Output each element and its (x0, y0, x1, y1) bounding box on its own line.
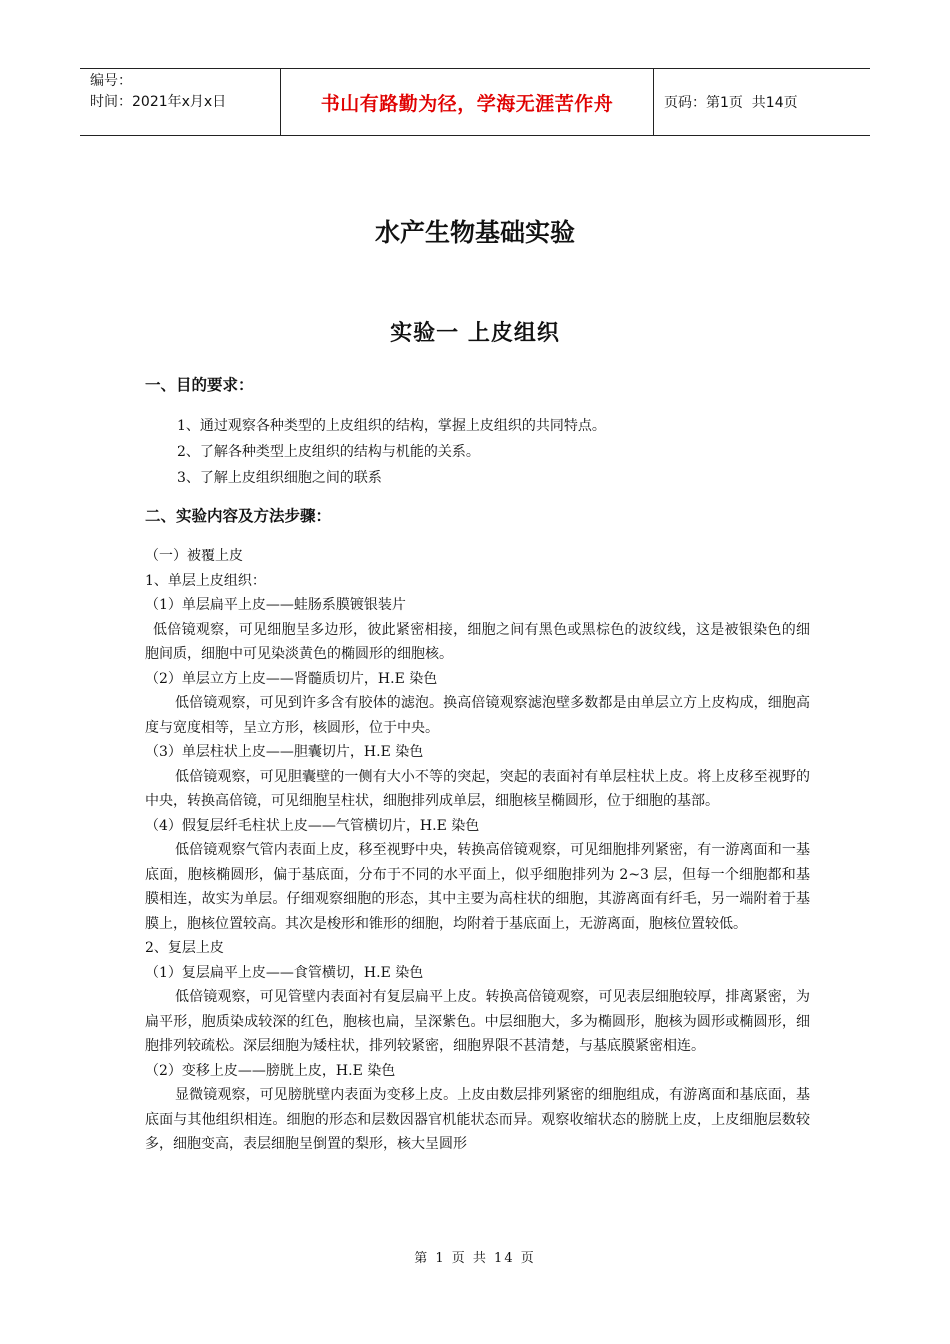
item-heading: （3）单层柱状上皮——胆囊切片，H.E 染色 (145, 744, 424, 760)
paragraph: 低倍镜观察，可见细胞呈多边形，彼此紧密相接，细胞之间有黑色或黑棕色的波纹线，这是被银染色的细胞间质，细胞中可见染淡黄色的椭圆形的细胞核。 (145, 621, 810, 662)
document-time: 时间：2021年x月x日 (90, 94, 227, 110)
part-heading: （一）被覆上皮 (145, 548, 243, 564)
page-info-text: 页码：第1页 共14页 (664, 95, 798, 111)
experiment-title: 实验一 上皮组织 (390, 321, 560, 346)
page-footer: 第 1 页 共 14 页 (414, 1251, 536, 1266)
page-header (80, 68, 870, 136)
item-heading: （4）假复层纤毛柱状上皮——气管横切片，H.E 染色 (145, 817, 480, 834)
paragraph: 低倍镜观察，可见管壁内表面衬有复层扁平上皮。转换高倍镜观察，可见表层细胞较厚，排离紧密，为扁平形，胞质染成较深的红色，胞核也扁，呈深紫色。中层细胞大，多为椭圆形，胞核为圆形或椭圆形，细胞排列较疏松。深层细胞为矮柱状，排列较紧密，细胞界限不甚清楚，与基底膜紧密相连。 (145, 989, 810, 1054)
document-title: 水产生物基础实验 (374, 218, 575, 247)
item-heading: （1）复层扁平上皮——食管横切，H.E 染色 (145, 964, 424, 981)
aim-item: 3、了解上皮组织细胞之间的联系 (177, 470, 382, 486)
header-motto: 书山有路勤为径，学海无涯苦作舟 (281, 69, 654, 135)
item-heading: （2）单层立方上皮——肾髓质切片，H.E 染色 (145, 670, 438, 687)
header-page-info (654, 69, 870, 135)
item-heading: （2）变移上皮——膀胱上皮，H.E 染色 (145, 1062, 396, 1079)
item-heading: （1）单层扁平上皮——蛙肠系膜镀银装片 (145, 597, 406, 613)
header-meta (80, 69, 281, 135)
paragraph: 低倍镜观察，可见到许多含有胶体的滤泡。换高倍镜观察滤泡壁多数都是由单层立方上皮构成，细胞高度与宽度相等，呈立方形，核圆形，位于中央。 (145, 695, 810, 736)
document-id-label: 编号： (90, 73, 132, 89)
aim-item: 1、通过观察各种类型的上皮组织的结构，掌握上皮组织的共同特点。 (177, 418, 606, 434)
section-heading-methods: 二、实验内容及方法步骤： (145, 507, 332, 525)
paragraph: 显微镜观察，可见膀胱壁内表面为变移上皮。上皮由数层排列紧密的细胞组成，有游离面和基底面，基底面与其他组织相连。细胞的形态和层数因器官机能状态而异。观察收缩状态的膀胱上皮，上皮细胞层数较多，细胞变高，表层细胞呈倒置的梨形，核大呈圆形 (145, 1087, 810, 1152)
subsection-heading: 2、复层上皮 (145, 940, 224, 956)
paragraph: 低倍镜观察，可见胆囊壁的一侧有大小不等的突起，突起的表面衬有单层柱状上皮。将上皮移至视野的中央，转换高倍镜，可见细胞呈柱状，细胞排列成单层，细胞核呈椭圆形，位于细胞的基部。 (145, 768, 810, 809)
subsection-heading: 1、单层上皮组织： (145, 572, 266, 589)
aim-item: 2、了解各种类型上皮组织的结构与机能的关系。 (177, 444, 480, 460)
paragraph: 低倍镜观察气管内表面上皮，移至视野中央，转换高倍镜观察，可见细胞排列紧密，有一游离面和一基底面，胞核椭圆形，偏于基底面，分布于不同的水平面上，似乎细胞排列为 2~3 层，但每一个细胞都和基膜相连，故实为单层。仔细观察细胞的形态，其中主要为高柱状的细胞，其游离面有纤毛，另一端附着于基膜上，胞核位置较高。其次是梭形和锥形的细胞，均附着于基底面上，无游离面，胞核位置较低。 (145, 842, 810, 932)
document-body (145, 372, 810, 1157)
section-heading-aims: 一、目的要求： (145, 376, 254, 394)
